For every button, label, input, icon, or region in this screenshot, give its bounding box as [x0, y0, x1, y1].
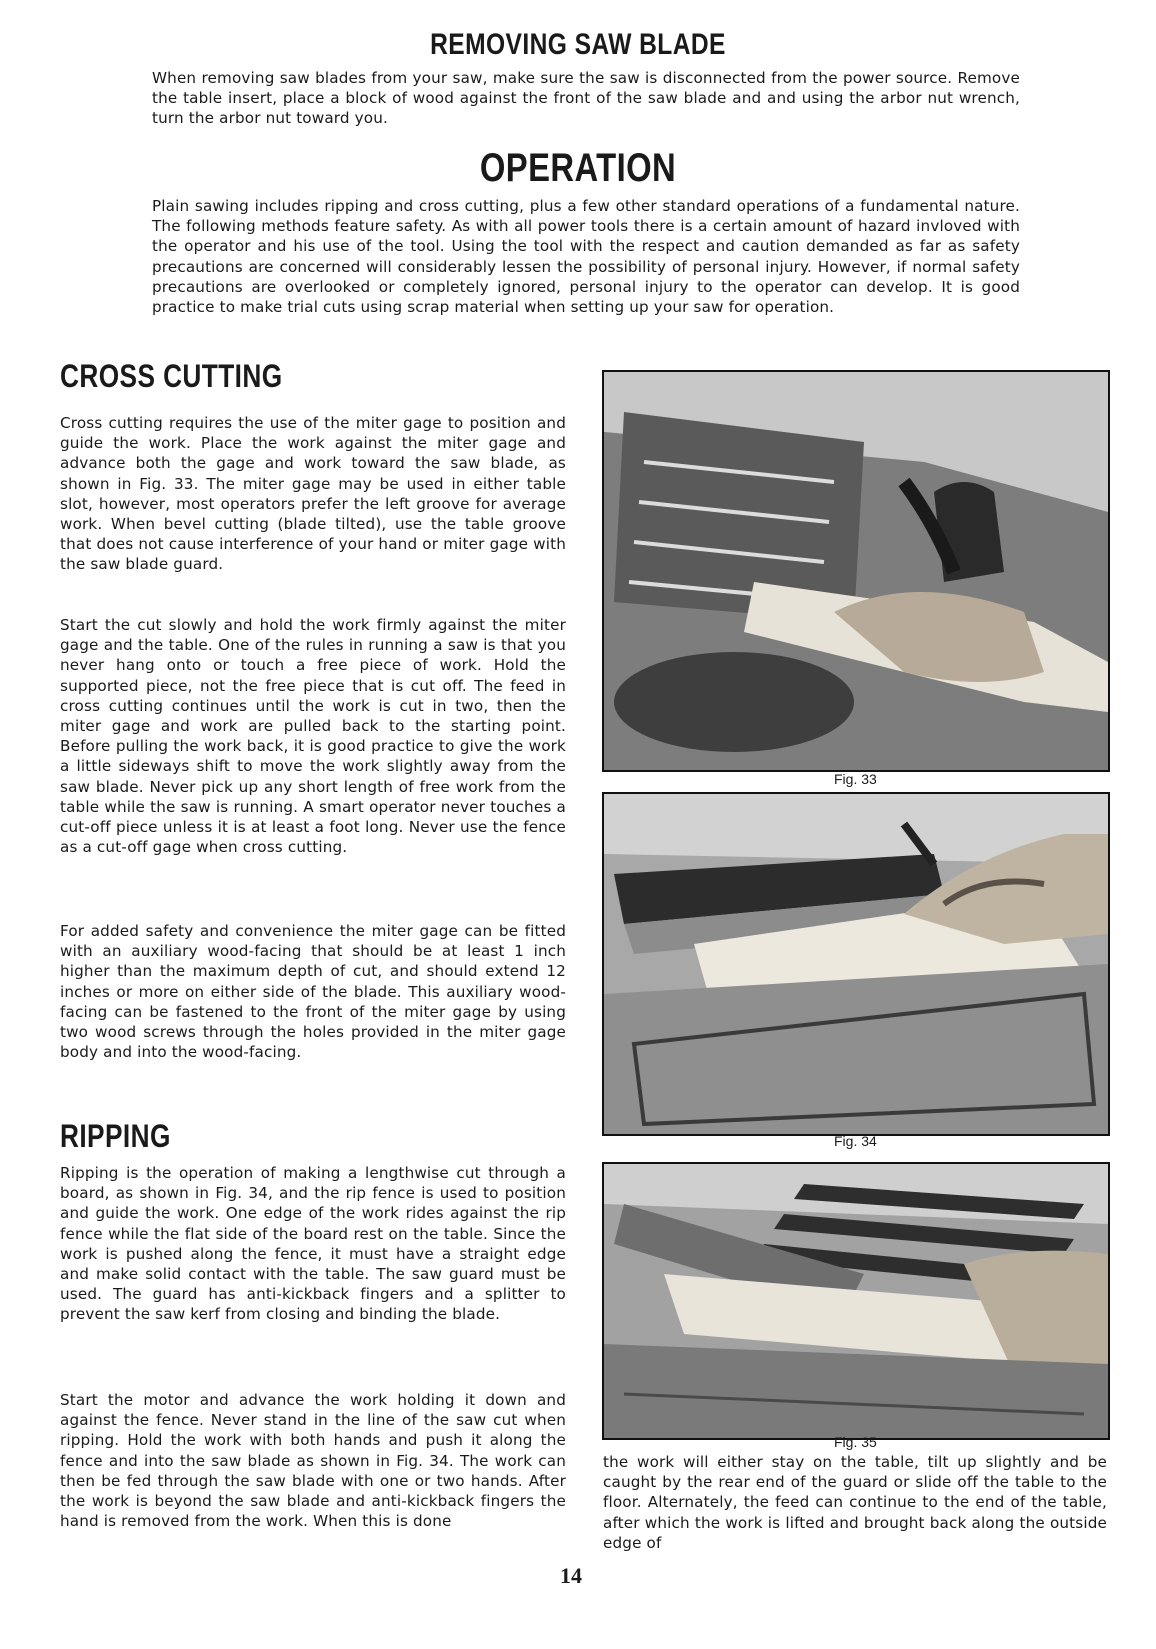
figure-35-photo — [602, 1162, 1110, 1440]
paragraph-ripping-2: Start the motor and advance the work holding it down and against the fence. Never stand in the line of the saw cut when ripping. Hold the work with both hands and push it along the fence and into the saw blade as shown in Fig. 34. The work can then be fed through the saw blade with one or two hands. After the work is beyond the saw blade and anti-kickback fingers the hand is removed from the work. When this is done — [60, 1391, 566, 1531]
figure-33-caption: Fig. 33 — [834, 771, 877, 787]
figure-34-caption: Fig. 34 — [834, 1133, 877, 1149]
paragraph-ripping-1: Ripping is the operation of making a lengthwise cut through a board, as shown in Fig. 34, and the rip fence is used to position and guide the work. One edge of the work rides against the rip fence while the flat side of the board rest on the table. Since the work is pushed along the fence, it must have a straight edge and make solid contact with the table. The saw guard must be used. The guard has anti-kickback fingers and a splitter to prevent the saw kerf from closing and binding the blade. — [60, 1164, 566, 1324]
figure-35-caption: Fig. 35 — [834, 1434, 877, 1450]
heading-removing-saw-blade: REMOVING SAW BLADE — [430, 28, 726, 61]
paragraph-operation: Plain sawing includes ripping and cross cutting, plus a few other standard operations of a fundamental nature. The following methods feature safety. As with all power tools there is a certain amount of hazard invloved with the operator and his use of the tool. Using the tool with the respect and caution demanded as far as safety precautions are concerned will considerably lessen the possibility of personal injury. However, if normal safety precautions are overlooked or completely ignored, personal injury to the operator can develop. It is good practice to make trial cuts using scrap material when setting up your saw for operation. — [152, 197, 1020, 317]
paragraph-right-column: the work will either stay on the table, tilt up slightly and be caught by the rear end of the guard or slide off the table to the floor. Alternately, the feed can continue to the end of the table, after which the work is lifted and brought back along the outside edge of — [603, 1453, 1107, 1552]
figure-33-photo — [602, 370, 1110, 772]
heading-cross-cutting: CROSS CUTTING — [60, 358, 283, 394]
paragraph-cross-cutting-1: Cross cutting requires the use of the miter gage to position and guide the work. Place the work against the miter gage and advance both the gage and work toward the saw blade, as shown in Fig. 33. The miter gage may be used in either table slot, however, most operators prefer the left groove for average work. When bevel cutting (blade tilted), use the table groove that does not cause interference of your hand or miter gage with the saw blade guard. — [60, 414, 566, 574]
paragraph-cross-cutting-3: For added safety and convenience the miter gage can be fitted with an auxiliary wood-facing that should be at least 1 inch higher than the maximum depth of cut, and should extend 12 inches or more on either side of the blade. This auxiliary wood-facing can be fastened to the front of the miter gage by using two wood screws through the holes provided in the miter gage body and into the wood-facing. — [60, 922, 566, 1062]
paragraph-removing: When removing saw blades from your saw, make sure the saw is disconnected from the power source. Remove the table insert, place a block of wood against the front of the saw blade and and using the arbor nut wrench, turn the arbor nut toward you. — [152, 69, 1020, 128]
figure-34-photo — [602, 792, 1110, 1136]
paragraph-cross-cutting-2: Start the cut slowly and hold the work firmly against the miter gage and the table. One of the rules in running a saw is that you never hang onto or touch a free piece of work. Hold the supported piece, not the free piece that is cut off. The feed in cross cutting continues until the work is cut in two, then the miter gage and work are pulled back to the starting point. Before pulling the work back, it is good practice to give the work a little sideways shift to move the work slightly away from the saw blade. Never pick up any short length of free work from the table while the saw is running. A smart operator never touches a cut-off piece unless it is at least a foot long. Never use the fence as a cut-off gage when cross cutting. — [60, 616, 566, 857]
page-number: 14 — [560, 1563, 582, 1588]
heading-ripping: RIPPING — [60, 1118, 171, 1154]
heading-operation: OPERATION — [479, 146, 677, 190]
